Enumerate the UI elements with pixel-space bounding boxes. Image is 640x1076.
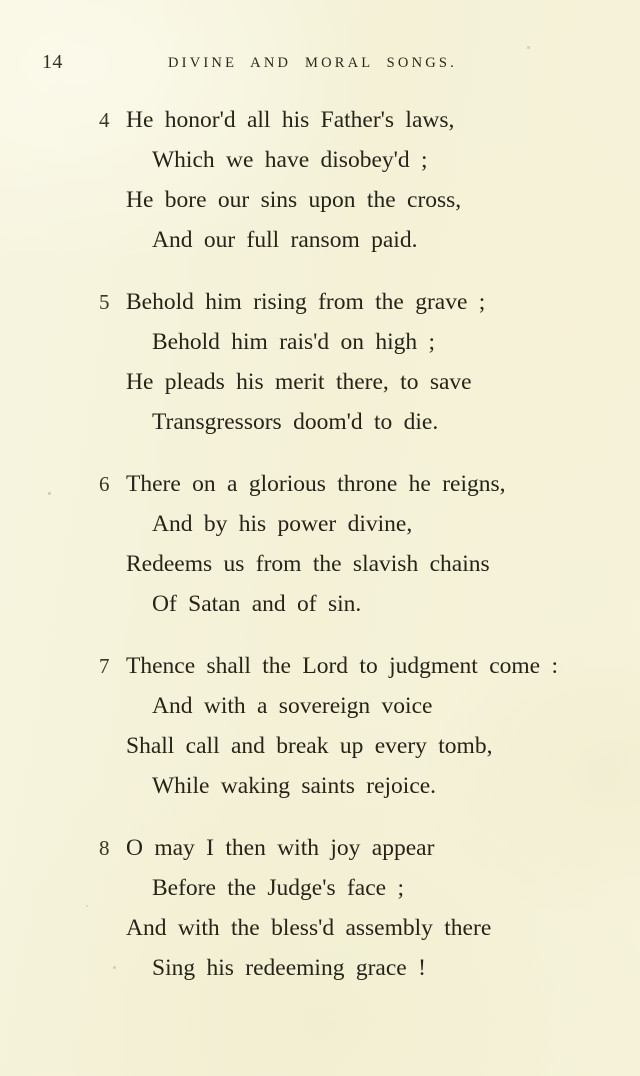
verse-line bbox=[0, 908, 640, 948]
page-number: 14 bbox=[42, 51, 63, 73]
verse-line-text: While waking saints rejoice. bbox=[152, 773, 437, 799]
verse-line bbox=[0, 544, 640, 584]
verse-line-text: Behold him rais'd on high ; bbox=[152, 329, 436, 355]
verse-line bbox=[0, 322, 640, 362]
stanza-number: 4 bbox=[99, 108, 110, 132]
verse-line-text: He pleads his merit there, to save bbox=[126, 369, 472, 395]
stanza-number: 8 bbox=[99, 836, 110, 860]
verse-line bbox=[0, 100, 640, 140]
verse-line-text: Thence shall the Lord to judgment come : bbox=[126, 653, 559, 679]
stanza bbox=[0, 828, 640, 988]
verse-line bbox=[0, 726, 640, 766]
verse-line bbox=[0, 584, 640, 624]
verse-line bbox=[0, 766, 640, 806]
verse-line bbox=[0, 686, 640, 726]
verse-line-text: He honor'd all his Father's laws, bbox=[126, 107, 455, 133]
verse-line-text: Shall call and break up every tomb, bbox=[126, 733, 493, 759]
verse-line bbox=[0, 140, 640, 180]
verse-line-text: And our full ransom paid. bbox=[152, 227, 418, 253]
verse-line-text: There on a glorious throne he reigns, bbox=[126, 471, 506, 497]
verse-body bbox=[0, 100, 640, 988]
verse-line-text: Behold him rising from the grave ; bbox=[126, 289, 486, 315]
verse-line bbox=[0, 464, 640, 504]
verse-line-text: And with the bless'd assembly there bbox=[126, 915, 492, 941]
verse-line-text: And with a sovereign voice bbox=[152, 693, 433, 719]
verse-line bbox=[0, 948, 640, 988]
stanza bbox=[0, 100, 640, 260]
verse-line-text: Which we have disobey'd ; bbox=[152, 147, 428, 173]
verse-line bbox=[0, 180, 640, 220]
verse-line-text: Before the Judge's face ; bbox=[152, 875, 404, 901]
verse-line-text: Of Satan and of sin. bbox=[152, 591, 362, 617]
verse-line-text: And by his power divine, bbox=[152, 511, 413, 537]
stanza-number: 7 bbox=[99, 654, 110, 678]
stanza-number: 6 bbox=[99, 472, 110, 496]
verse-line-text: Transgressors doom'd to die. bbox=[152, 409, 439, 435]
verse-line bbox=[0, 362, 640, 402]
verse-line bbox=[0, 504, 640, 544]
running-head-title: DIVINE AND MORAL SONGS. bbox=[168, 55, 458, 71]
stanza bbox=[0, 282, 640, 442]
verse-line bbox=[0, 646, 640, 686]
verse-line-text: O may I then with joy appear bbox=[126, 835, 435, 861]
verse-line bbox=[0, 220, 640, 260]
verse-line bbox=[0, 402, 640, 442]
verse-line bbox=[0, 828, 640, 868]
stanza-number: 5 bbox=[99, 290, 110, 314]
stanza bbox=[0, 646, 640, 806]
verse-line bbox=[0, 868, 640, 908]
verse-line-text: Redeems us from the slavish chains bbox=[126, 551, 490, 577]
verse-line-text: Sing his redeeming grace ! bbox=[152, 955, 426, 981]
stanza bbox=[0, 464, 640, 624]
verse-line bbox=[0, 282, 640, 322]
running-head bbox=[0, 49, 640, 75]
verse-line-text: He bore our sins upon the cross, bbox=[126, 187, 462, 213]
